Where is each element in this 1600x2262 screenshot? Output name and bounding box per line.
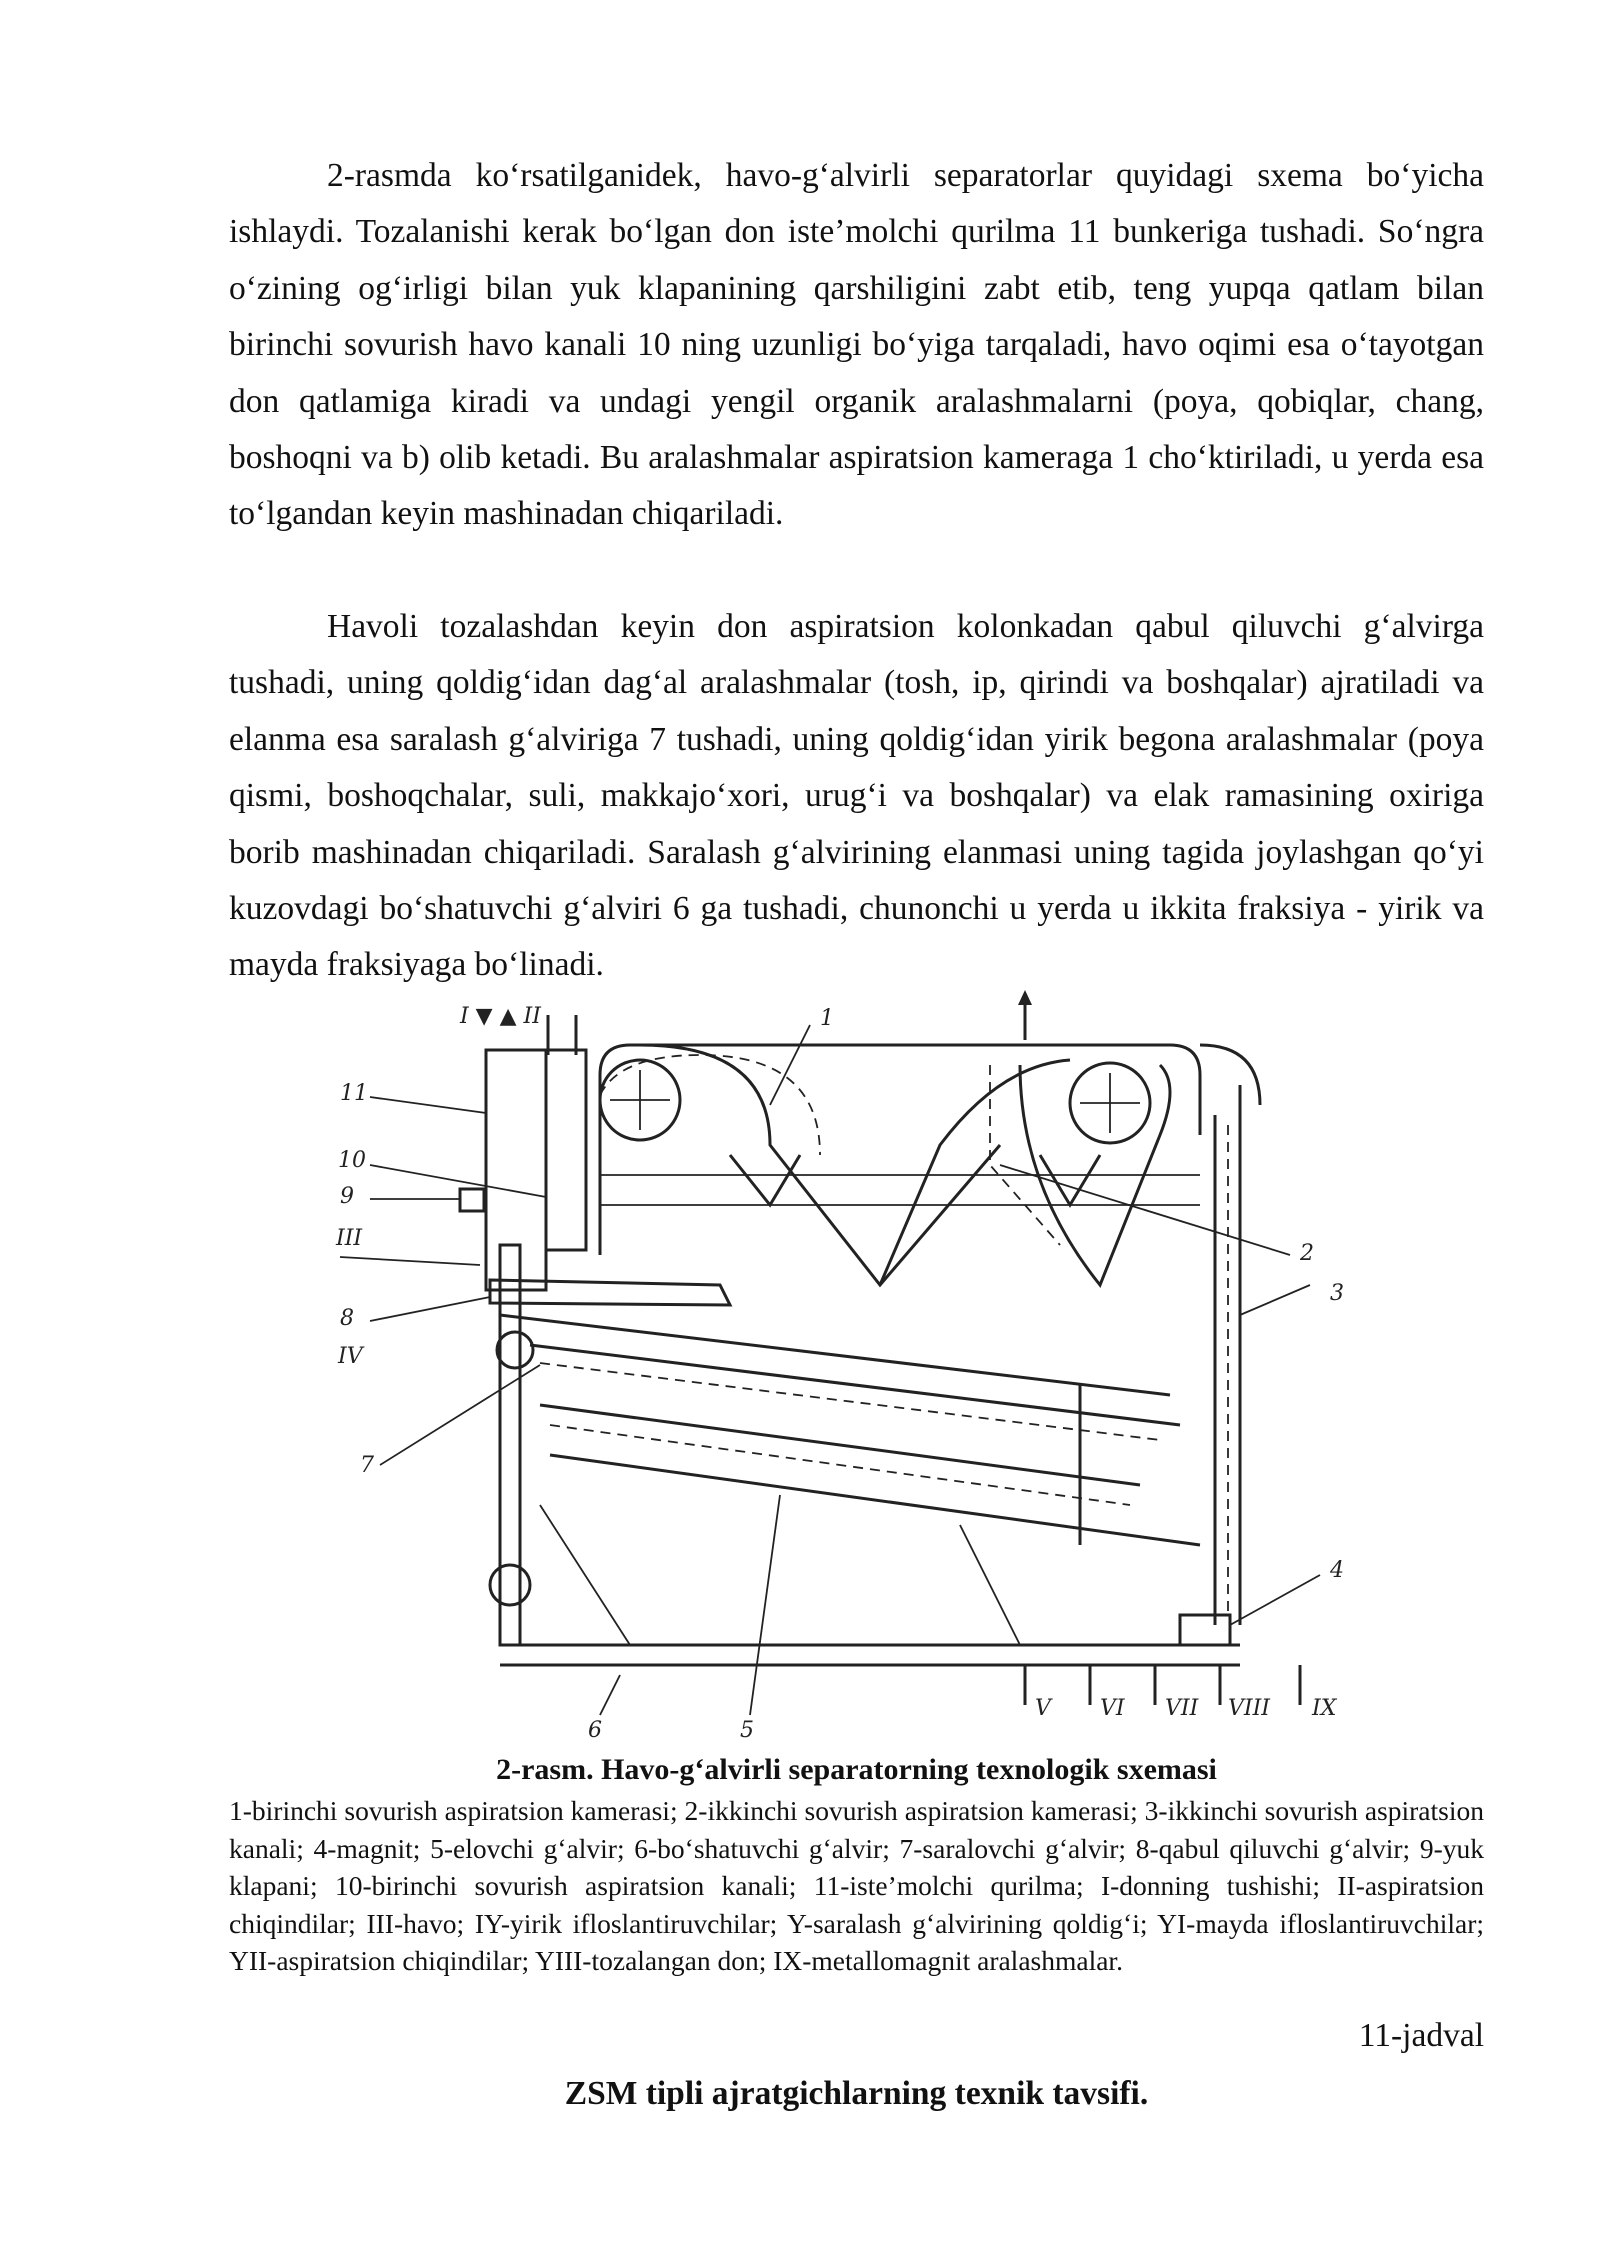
chamber-2-dash (990, 1065, 1060, 1245)
label-IV: IV (338, 1344, 363, 1369)
leader-7 (380, 1365, 540, 1465)
label-V: V (1035, 1696, 1051, 1721)
figure-caption-legend: 1-birinchi sovurish aspiratsion kamerasi; 2-ikkinchi sovurish aspiratsion kamerasi; 3-ikkinchi sovurish aspiratsion kanali; 4-magnit; 5-elovchi g‘alvir; 6-bo‘shatuvchi g‘alvir; 7-saralovchi g‘alvir; 8-qabul qiluvchi g‘alvir; 9-yuk klapani; 10-birinchi sovurish aspiratsion kanali; 11-iste’molchi qurilma; I-donning tushishi; II-aspiratsion chiqindilar; III-havo; IY-yirik ifloslantiruvchilar; Y-saralash g‘alvirining qoldig‘i; YI-mayda ifloslantiruvchilar; YII-aspiratsion chiqindilar; YIII-tozalangan don; IX-metallomagnit aralashmalar. (229, 1795, 1484, 1977)
body-paragraph-1 (229, 148, 1484, 543)
label-9: 9 (340, 1184, 354, 1209)
label-2: 2 (1300, 1241, 1314, 1266)
table-number: 11-jadval (1358, 2017, 1484, 2054)
leader-2 (1000, 1165, 1290, 1255)
leader-8 (370, 1297, 490, 1321)
label-10: 10 (338, 1148, 366, 1173)
hopper-1a (730, 1155, 800, 1205)
chamber-housing-right-arc (1200, 1045, 1260, 1105)
drive-pulley (490, 1565, 530, 1605)
figure-caption-title: 2-rasm. Havo-g‘alvirli separatorning texnologik sxemasi (496, 1753, 1217, 1786)
label-6: 6 (588, 1718, 602, 1743)
receiving-sieve-8 (490, 1280, 730, 1305)
arrow-head-top-right (1018, 990, 1032, 1005)
support-diagonal (540, 1505, 630, 1645)
label-11: 11 (340, 1081, 368, 1106)
discharge-sieve-6 (550, 1455, 1200, 1545)
aspiration-channel-10 (546, 1050, 586, 1250)
left-frame-post (500, 1245, 520, 1645)
leader-10 (370, 1165, 546, 1197)
separator-schematic-figure (300, 985, 1410, 1743)
label-8: 8 (340, 1306, 354, 1331)
leader-11 (370, 1097, 486, 1113)
support-diagonal-2 (960, 1525, 1020, 1645)
leader-6 (600, 1675, 620, 1715)
label-VII: VII (1165, 1696, 1199, 1721)
paragraph-text: Havoli tozalashdan keyin don aspiratsion kolonkadan qabul qiluvchi g‘alvirga tushadi, uning qoldig‘idan dag‘al aralashmalar (tosh, ip, qirindi va boshqalar) ajratiladi va elanma esa saralash g‘alviriga 7 tushadi, uning qoldig‘idan yirik begona aralashmalar (poya qismi, boshoqchalar, suli, makkajo‘xori, urug‘i va boshqalar) va elak ramasining oxiriga borib mashinadan chiqariladi. Saralash g‘alvirining elanmasi uning tagida joylashgan qo‘yi kuzovdagi bo‘shatuvchi g‘alviri 6 ga tushadi, chunonchi u yerda u ikkita fraksiya - yirik va mayda fraksiyaga bo‘linadi. (229, 608, 1484, 984)
label-7: 7 (360, 1453, 374, 1478)
label-top-left: I ▼ ▲ II (460, 1004, 541, 1029)
label-3: 3 (1330, 1281, 1344, 1306)
leader-3 (1240, 1285, 1310, 1315)
chamber-1-wall (640, 1045, 1000, 1285)
load-valve-9 (460, 1189, 484, 1211)
magnet-4 (1180, 1615, 1230, 1645)
leader-5 (750, 1495, 780, 1715)
label-VIII: VIII (1228, 1696, 1270, 1721)
label-IX: IX (1312, 1696, 1337, 1721)
arrow-III (340, 1257, 480, 1265)
sifting-sieve-dash (550, 1425, 1130, 1505)
label-5: 5 (740, 1718, 754, 1743)
paragraph-text: 2-rasmda ko‘rsatilganidek, havo-g‘alvirli separatorlar quyidagi sxema bo‘yicha ishlaydi. Tozalanishi kerak bo‘lgan don iste’molchi qurilma 11 bunkeriga tushadi. So‘ngra o‘zining og‘irligi bilan yuk klapanining qarshiligini zabt etib, teng yupqa qatlam bilan birinchi sovurish havo kanali 10 ning uzunligi bo‘yiga tarqaladi, havo oqimi esa o‘tayotgan don qatlamiga kiradi va undagi yengil organik aralashmalarni (poya, qobiqlar, chang, boshoqni va b) olib ketadi. Bu aralashmalar aspiratsion kameraga 1 cho‘ktiriladi, u yerda esa to‘lgandan keyin mashinadan chiqariladi. (229, 157, 1484, 533)
table-title: ZSM tipli ajratgichlarning texnik tavsifi. (564, 2075, 1149, 2112)
body-paragraph-2 (229, 599, 1484, 994)
label-1: 1 (820, 1006, 834, 1031)
leader-1 (770, 1025, 810, 1105)
roller-IV (497, 1332, 533, 1368)
label-VI: VI (1100, 1696, 1125, 1721)
consumer-hopper-11 (486, 1050, 546, 1290)
sorting-sieve-dash (540, 1363, 1160, 1440)
separator-schematic-drawing (300, 985, 1410, 1743)
leader-4 (1230, 1575, 1320, 1625)
label-4: 4 (1330, 1558, 1344, 1583)
sifting-sieve-5 (540, 1405, 1140, 1485)
label-III: III (336, 1226, 363, 1251)
